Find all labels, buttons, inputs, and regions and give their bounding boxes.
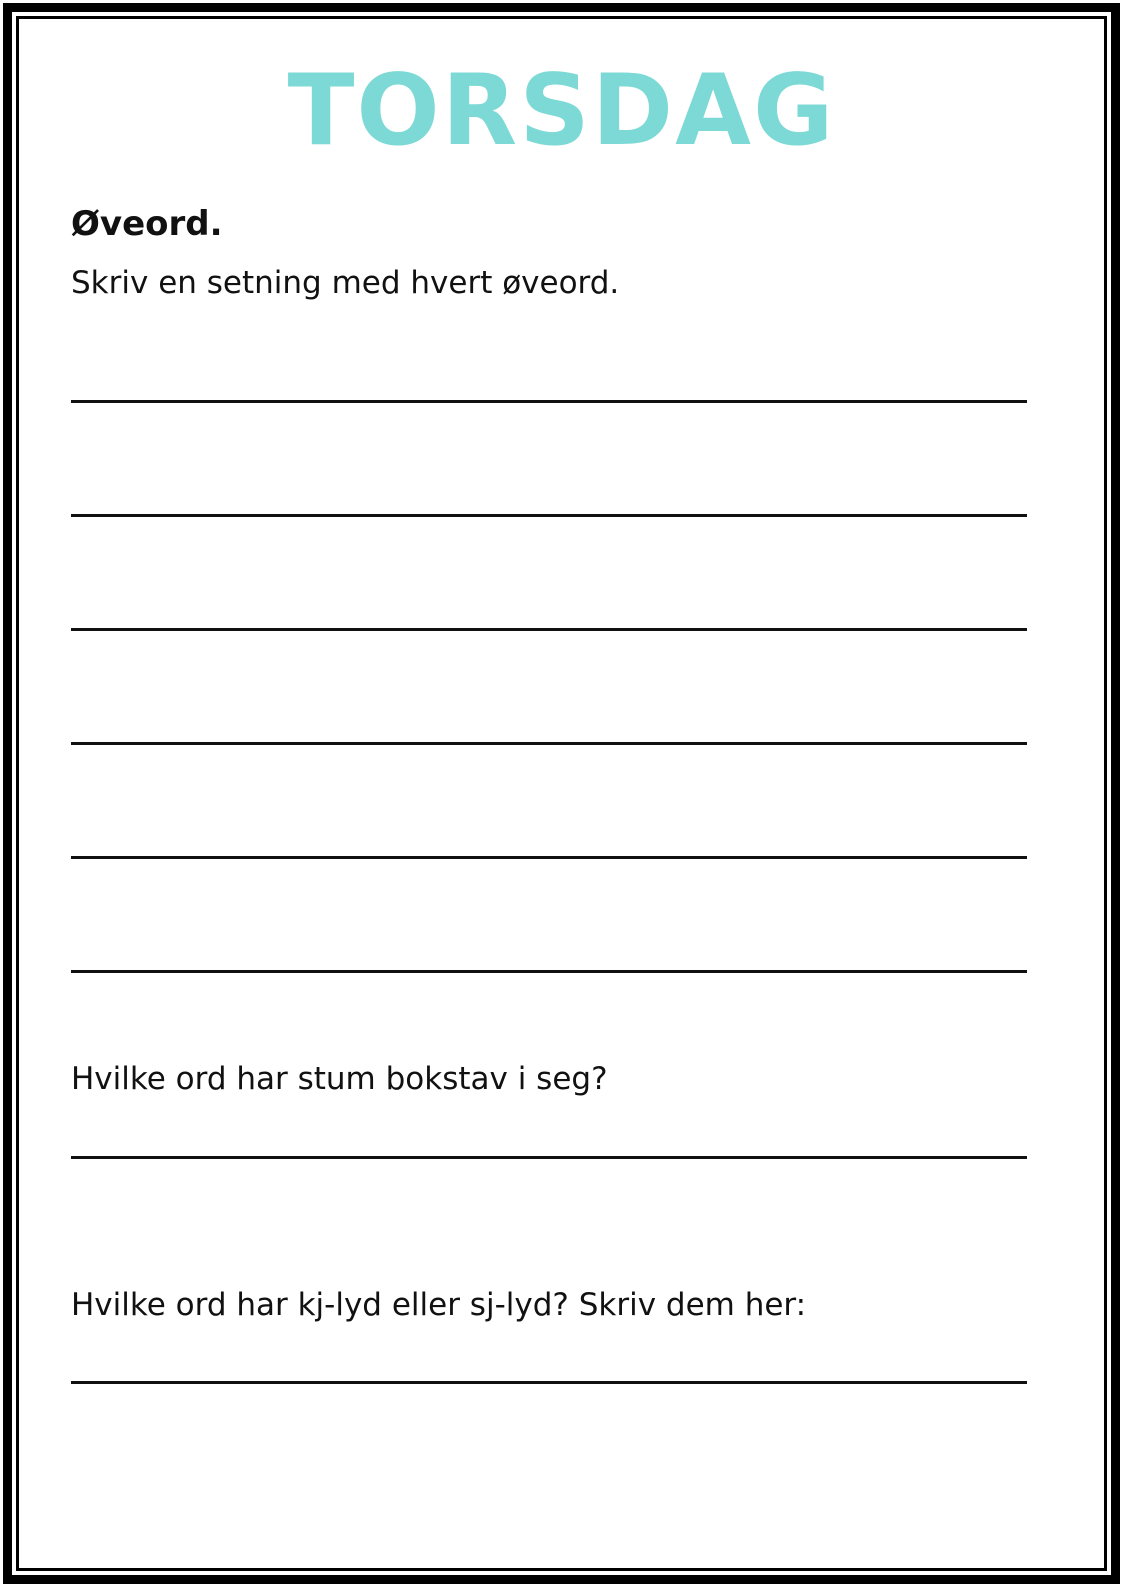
writing-line-6[interactable] <box>71 970 1027 973</box>
instruction-silent-letter: Hvilke ord har stum bokstav i seg? <box>71 1061 608 1097</box>
writing-line-2[interactable] <box>71 514 1027 517</box>
writing-line-1[interactable] <box>71 400 1027 403</box>
writing-line-silent-letter[interactable] <box>71 1156 1027 1159</box>
writing-line-4[interactable] <box>71 742 1027 745</box>
page-inner-border <box>16 16 1107 1571</box>
writing-line-5[interactable] <box>71 856 1027 859</box>
section-heading: Øveord. <box>71 204 223 244</box>
writing-line-kj-sj-sound[interactable] <box>71 1381 1027 1384</box>
instruction-sentences: Skriv en setning med hvert øveord. <box>71 265 620 301</box>
page-title: TORSDAG <box>287 54 836 168</box>
writing-line-3[interactable] <box>71 628 1027 631</box>
instruction-kj-sj-sound: Hvilke ord har kj-lyd eller sj-lyd? Skriv dem her: <box>71 1287 807 1323</box>
